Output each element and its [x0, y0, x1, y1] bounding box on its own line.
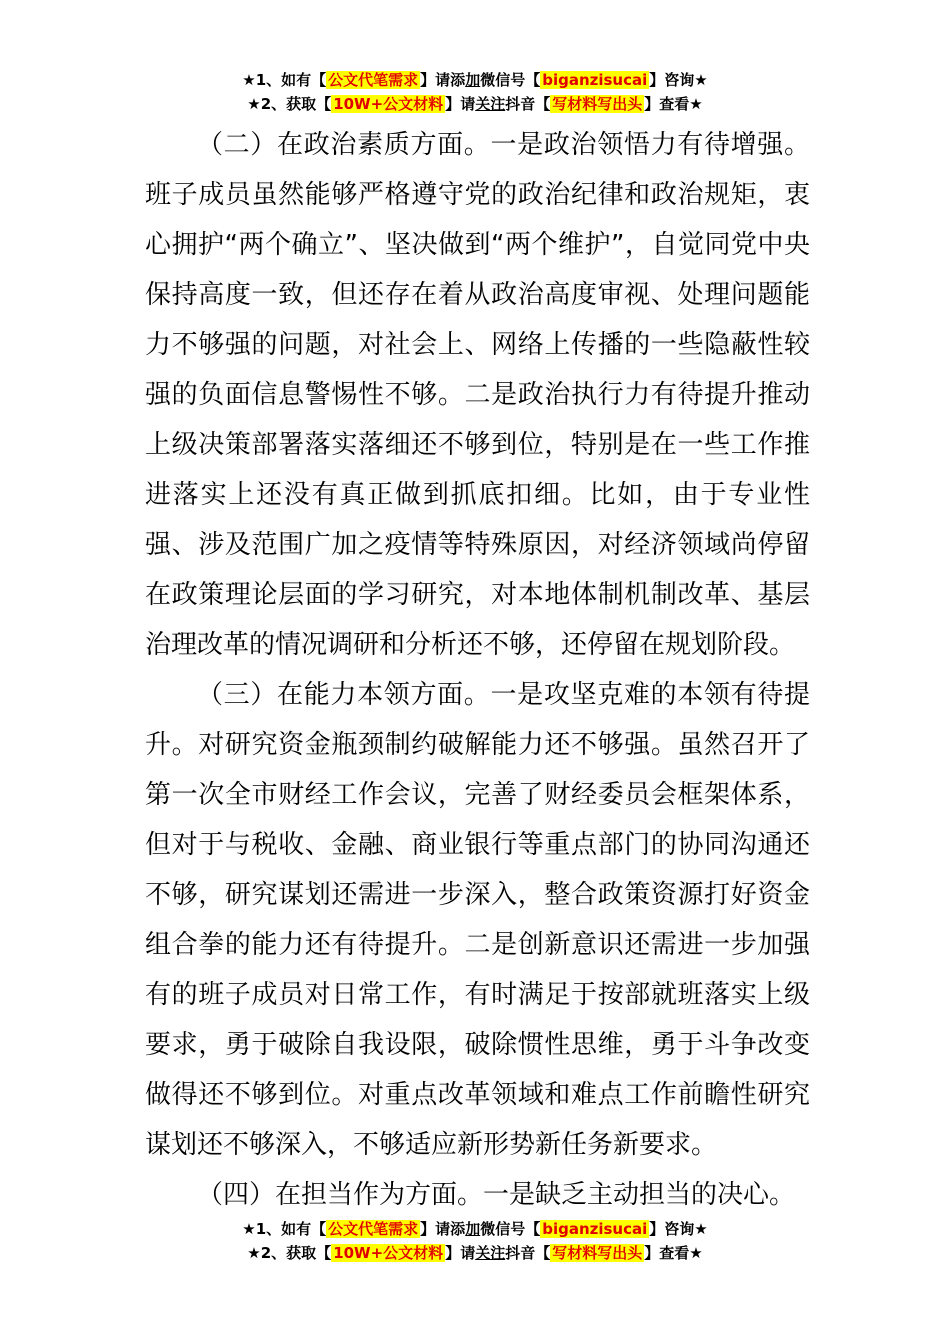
paragraph-responsibility: （四）在担当作为方面。一是缺乏主动担当的决心。 [197, 1180, 796, 1210]
header-banner [0, 68, 950, 116]
paragraph-political-quality: （二）在政治素质方面。一是政治领悟力有待增强。班子成员虽然能够严格遵守党的政治纪律和政治规矩，衷心拥护“两个确立”、坚决做到“两个维护”，自觉同党中央保持高度一致，但还存在着从政治高度审视、处理问题能力不够强的问题，对社会上、网络上传播的一些隐蔽性较强的负面信息警惕性不够。二是政治执行力有待提升推动上级决策部署落实落细还不够到位，特别是在一些工作推进落实上还没有真正做到抓底扣细。比如，由于专业性强、涉及范围广加之疫情等特殊原因，对经济领域尚停留在政策理论层面的学习研究，对本地体制机制改革、基层治理改革的情况调研和分析还不够，还停留在规划阶段。 [145, 130, 810, 660]
highlight-text: 10W+公文材料 [333, 1244, 444, 1262]
banner-line-2: ★2、获取【 10W+公文材料 】请关注抖音【 写材料写出头 】查看★ [247, 1244, 703, 1262]
document-body [145, 120, 810, 1220]
douyin-id: 写材料写出头 [552, 1244, 643, 1262]
wechat-id: biganzisucai [542, 71, 648, 89]
banner-line-2: ★2、获取【 10W+公文材料 】请关注抖音【 写材料写出头 】查看★ [247, 95, 703, 113]
paragraph-ability: （三）在能力本领方面。一是攻坚克难的本领有待提升。对研究资金瓶颈制约破解能力还不够强。虽然召开了第一次全市财经工作会议，完善了财经委员会框架体系，但对于与税收、金融、商业银行等重点部门的协同沟通还不够，研究谋划还需进一步深入，整合政策资源打好资金组合拳的能力还有待提升。二是创新意识还需进一步加强有的班子成员对日常工作，有时满足于按部就班落实上级要求，勇于破除自我设限，破除惯性思维，勇于斗争改变做得还不够到位。对重点改革领域和难点工作前瞻性研究谋划还不够深入，不够适应新形势新任务新要求。 [145, 680, 810, 1160]
douyin-id: 写材料写出头 [552, 95, 643, 113]
banner-line-1: ★1、如有【 公文代笔需求 】请添加微信号【 biganzisucai 】咨询★ [242, 1220, 708, 1238]
footer-banner [0, 1217, 950, 1265]
wechat-id: biganzisucai [542, 1220, 648, 1238]
highlight-text: 10W+公文材料 [333, 95, 444, 113]
banner-line-1: ★1、如有【 公文代笔需求 】请添加微信号【 biganzisucai 】咨询★ [242, 71, 708, 89]
highlight-text: 公文代笔需求 [328, 71, 419, 89]
highlight-text: 公文代笔需求 [328, 1220, 419, 1238]
